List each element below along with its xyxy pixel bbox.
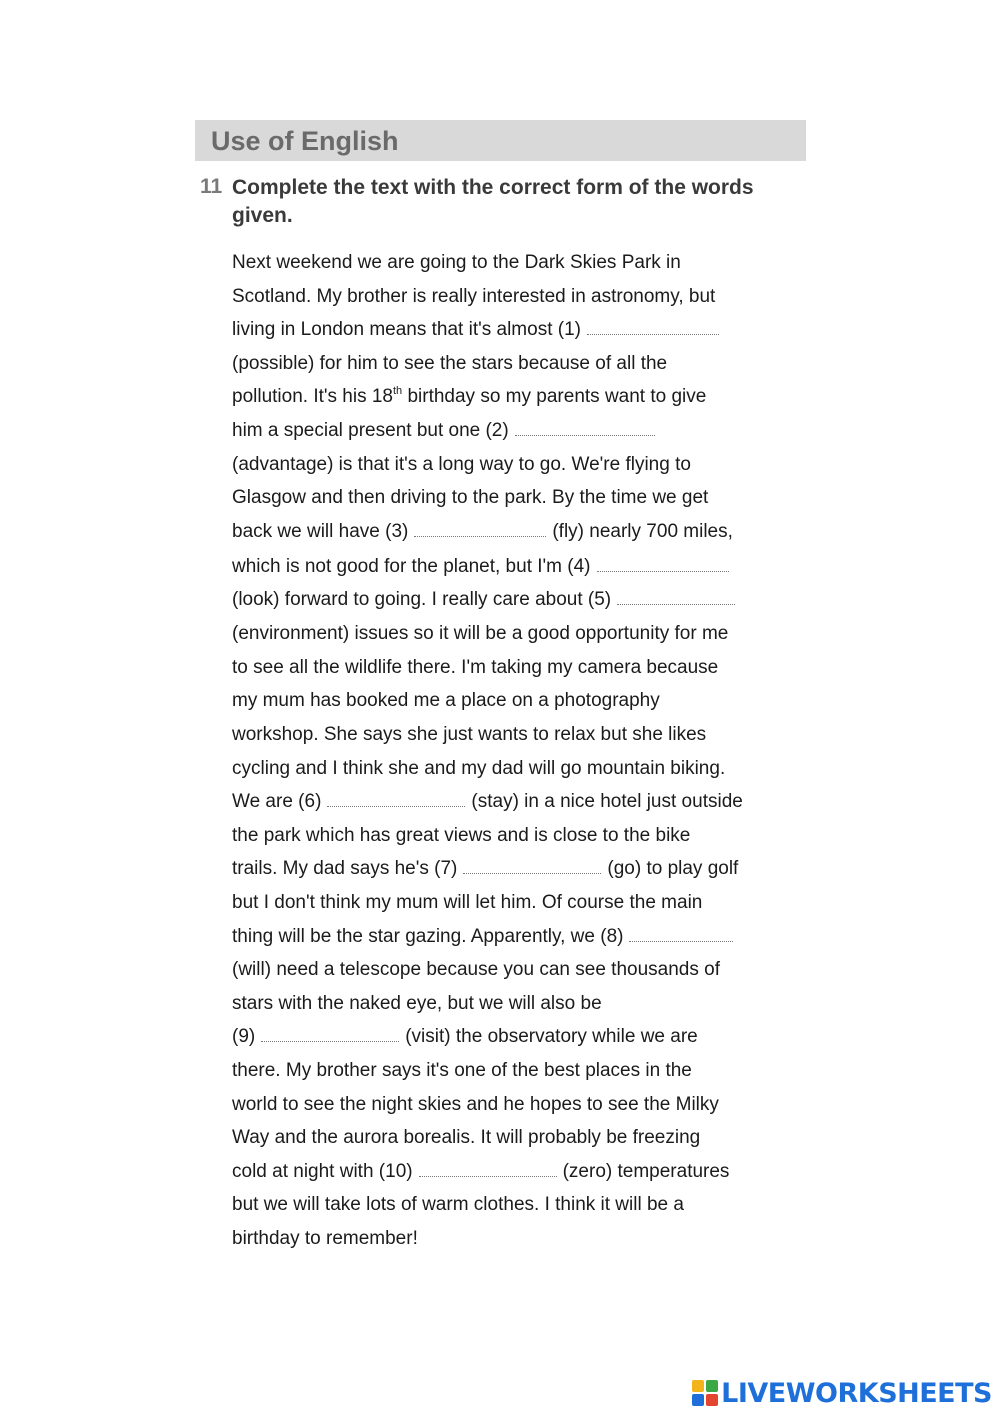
- text-line: living in London means that it's almost (1): [232, 318, 725, 342]
- text-line: Scotland. My brother is really interested in astronomy, but: [232, 286, 716, 307]
- text-line: pollution. It's his 18th birthday so my parents want to give: [232, 384, 707, 407]
- text-line: back we will have (3) (fly) nearly 700 miles,: [232, 521, 733, 542]
- ordinal-suffix: th: [393, 384, 403, 397]
- text-line: We are (6) (stay) in a nice hotel just outside: [232, 791, 743, 812]
- text-line: to see all the wildlife there. I'm taking my camera because: [232, 657, 719, 678]
- exercise-number: 11: [200, 175, 223, 198]
- text-line: Next weekend we are going to the Dark Skies Park in: [232, 252, 681, 273]
- answer-gap-4[interactable]: [597, 565, 729, 572]
- answer-gap-8[interactable]: [629, 935, 733, 942]
- text-line: world to see the night skies and he hopes to see the Milky: [232, 1094, 719, 1115]
- text-line: Way and the aurora borealis. It will probably be freezing: [232, 1127, 701, 1148]
- liveworksheets-logo[interactable]: [692, 1378, 992, 1408]
- text-line: (9) (visit) the observatory while we are: [232, 1026, 698, 1047]
- answer-gap-10[interactable]: [419, 1170, 557, 1177]
- text-line: but I don't think my mum will let him. Of course the main: [232, 892, 703, 913]
- answer-gap-6[interactable]: [327, 800, 465, 807]
- liveworksheets-logo-icon: [692, 1380, 718, 1406]
- text-line: my mum has booked me a place on a photography: [232, 690, 660, 711]
- text-line: birthday to remember!: [232, 1228, 418, 1249]
- text-line: the park which has great views and is close to the bike: [232, 825, 691, 846]
- liveworksheets-logo-text: LIVEWORKSHEETS: [721, 1377, 992, 1409]
- text-line: trails. My dad says he's (7) (go) to play golf: [232, 858, 739, 879]
- text-line: there. My brother says it's one of the best places in the: [232, 1060, 692, 1081]
- text-line: thing will be the star gazing. Apparently, we (8): [232, 925, 739, 949]
- text-line: (environment) issues so it will be a good opportunity for me: [232, 623, 729, 644]
- section-title: Use of English: [211, 126, 399, 156]
- text-line: workshop. She says she just wants to relax but she likes: [232, 724, 707, 745]
- text-line: (look) forward to going. I really care about (5): [232, 588, 741, 612]
- answer-gap-9[interactable]: [261, 1035, 399, 1042]
- text-line: Glasgow and then driving to the park. By the time we get: [232, 487, 709, 508]
- text-line: cycling and I think she and my dad will go mountain biking.: [232, 758, 726, 779]
- text-line: which is not good for the planet, but I'm (4): [232, 555, 735, 579]
- text-line: (advantage) is that it's a long way to go. We're flying to: [232, 454, 691, 475]
- answer-gap-3[interactable]: [414, 530, 546, 537]
- text-line: (will) need a telescope because you can see thousands of: [232, 959, 720, 980]
- text-line: stars with the naked eye, but we will also be: [232, 993, 602, 1014]
- section-header: [195, 120, 806, 161]
- answer-gap-7[interactable]: [463, 867, 601, 874]
- text-line: but we will take lots of warm clothes. I think it will be a: [232, 1194, 684, 1215]
- text-line: (possible) for him to see the stars because of all the: [232, 353, 668, 374]
- exercise-instruction: Complete the text with the correct form of the words given.: [232, 176, 754, 227]
- answer-gap-5[interactable]: [617, 598, 735, 605]
- answer-gap-1[interactable]: [587, 328, 719, 335]
- answer-gap-2[interactable]: [515, 429, 655, 436]
- text-line: him a special present but one (2): [232, 419, 661, 443]
- text-line: cold at night with (10) (zero) temperatures: [232, 1161, 730, 1182]
